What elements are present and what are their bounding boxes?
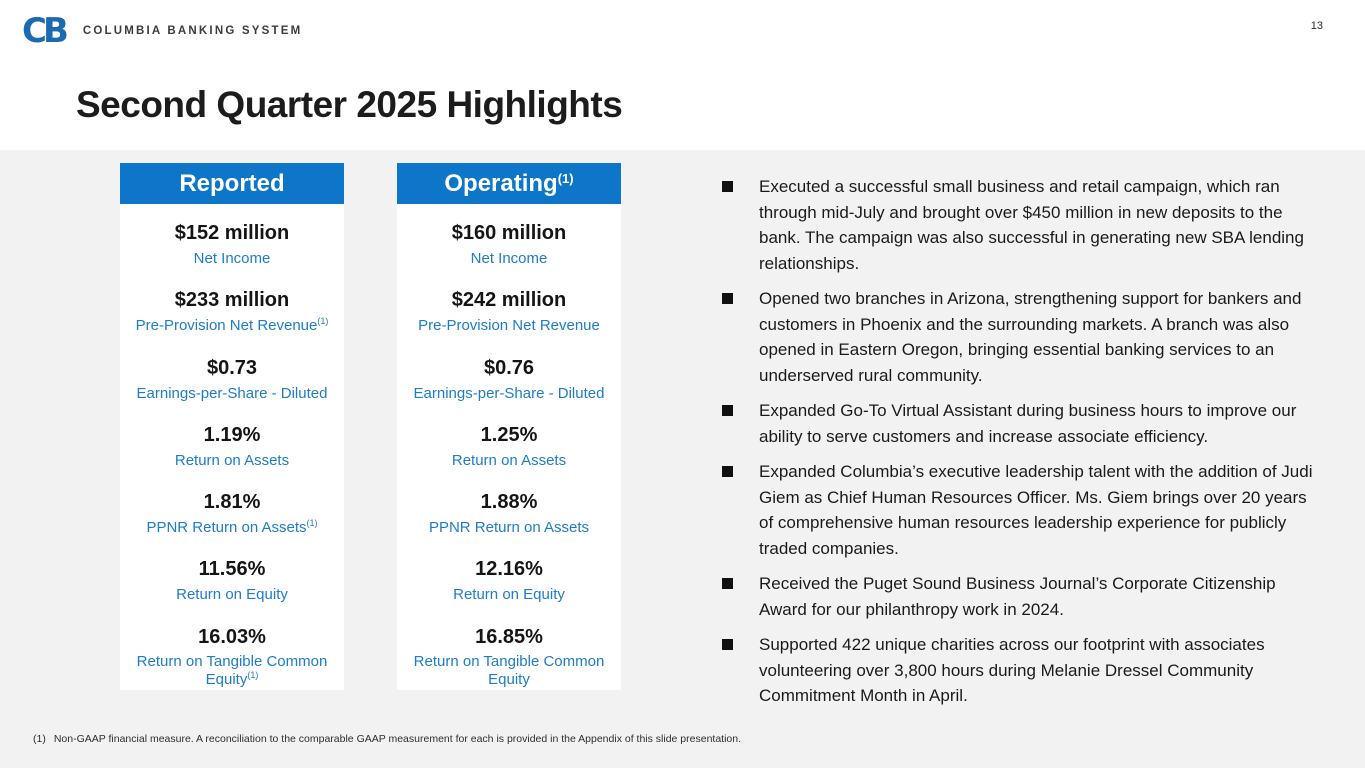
metric-label-text: Return on Assets — [451, 451, 567, 469]
metric-roe — [128, 556, 336, 603]
operating-header-footnote-ref: (1) — [557, 171, 574, 186]
metric-value: $0.73 — [206, 356, 258, 379]
square-bullet-icon — [722, 578, 733, 589]
square-bullet-icon — [722, 181, 733, 192]
bullet-text: Expanded Columbia’s executive leadership talent with the addition of Judi Giem as Chief Human Resources Officer. Ms. Giem brings over 20 years of comprehensive human resources leadership experience for publicly traded companies. — [759, 462, 1313, 558]
metric-rotce — [405, 624, 613, 689]
reported-card-header — [120, 163, 344, 204]
metric-label — [405, 653, 613, 689]
square-bullet-icon — [722, 405, 733, 416]
metric-label-text: Earnings-per-Share - Diluted — [413, 384, 605, 402]
bullet-text: Supported 422 unique charities across our footprint with associates volunteering over 3,800 hours during Melanie Dressel Community Commitment Month in April. — [759, 635, 1265, 705]
metric-value: 1.88% — [480, 491, 538, 513]
metric-value: 1.19% — [203, 423, 261, 446]
square-bullet-icon — [722, 639, 733, 650]
metric-roa — [405, 422, 613, 469]
metric-label-text: Net Income — [470, 250, 548, 267]
metric-label — [405, 451, 613, 469]
page-number: 13 — [1310, 20, 1323, 32]
bullet-text: Expanded Go-To Virtual Assistant during business hours to improve our ability to serve customers and increase associate efficiency. — [759, 401, 1297, 446]
list-item — [722, 398, 1322, 449]
metric-label-text: Pre-Provision Net Revenue — [135, 317, 318, 335]
footnote — [33, 733, 741, 745]
metric-label — [128, 249, 336, 267]
metric-eps — [405, 355, 613, 402]
metric-value: 1.81% — [203, 491, 261, 513]
metric-label-text: Pre-Provision Net Revenue — [418, 317, 600, 335]
square-bullet-icon — [722, 293, 733, 304]
metric-label-text: Earnings-per-Share - Diluted — [136, 384, 328, 402]
metric-label — [405, 518, 613, 536]
metric-label-text: Return on Equity — [176, 586, 288, 604]
footnote-ref: (1) — [306, 518, 318, 528]
footnote-marker: (1) — [33, 733, 46, 745]
metric-label — [405, 249, 613, 267]
bullet-text: Received the Puget Sound Business Journal’s Corporate Citizenship Award for our philanthropy work in 2024. — [759, 574, 1276, 619]
reported-card — [120, 163, 344, 690]
metric-rotce — [128, 624, 336, 689]
reported-card-body — [120, 204, 344, 710]
bullet-text: Executed a successful small business and retail campaign, which ran through mid-July and brought over $450 million in new deposits to the bank. The campaign was also successful in generating new SBA lending relationships. — [759, 177, 1304, 273]
metric-label — [128, 384, 336, 402]
operating-card — [397, 163, 621, 690]
page-title: Second Quarter 2025 Highlights — [76, 84, 623, 125]
metric-label-text: PPNR Return on Assets — [428, 519, 590, 536]
metric-eps — [128, 355, 336, 402]
metric-ppnr — [128, 287, 336, 334]
metric-label — [405, 316, 613, 334]
square-bullet-icon — [722, 466, 733, 477]
top-band — [0, 0, 1365, 150]
operating-card-header — [397, 163, 621, 204]
bullet-text: Opened two branches in Arizona, strengthening support for bankers and customers in Phoenix and the surrounding markets. A branch was also opened in Eastern Oregon, bringing essential banking services to an underserved rural community. — [759, 289, 1302, 385]
list-item — [722, 571, 1322, 622]
metric-value: 16.03% — [198, 625, 266, 648]
metric-label-text: PPNR Return on Assets — [146, 519, 307, 536]
metric-label-text: Return on Assets — [174, 451, 290, 469]
company-logo — [22, 11, 303, 51]
metric-label — [128, 451, 336, 469]
reported-header-label: Reported — [179, 169, 285, 197]
metric-value: 16.85% — [475, 625, 543, 648]
metric-value: 11.56% — [198, 558, 266, 581]
company-name: COLUMBIA BANKING SYSTEM — [82, 25, 303, 37]
metric-roe — [405, 556, 613, 603]
metric-label — [128, 518, 336, 536]
metric-value: $242 million — [451, 289, 567, 312]
footnote-ref: (1) — [317, 316, 329, 327]
highlights-list — [722, 174, 1322, 719]
metric-label — [128, 585, 336, 603]
metric-value: 12.16% — [475, 558, 543, 581]
list-item — [722, 174, 1322, 276]
metric-label-text: Net Income — [193, 250, 271, 267]
footnote-ref: (1) — [247, 669, 259, 680]
metric-value: $233 million — [174, 289, 290, 312]
metric-net-income — [128, 220, 336, 267]
metric-label-text: Return on Tangible Common Equity — [413, 652, 605, 688]
metric-value: $160 million — [451, 222, 567, 244]
metric-label — [405, 384, 613, 402]
metric-roa — [128, 422, 336, 469]
metric-label — [128, 653, 336, 689]
metric-net-income — [405, 220, 613, 267]
footnote-text: Non-GAAP financial measure. A reconciliation to the comparable GAAP measurement for each is provided in the Appendix of this slide presentation. — [53, 733, 742, 745]
metric-label-text: Return on Tangible Common Equity — [136, 652, 328, 688]
metric-ppnr-roa — [128, 489, 336, 536]
cb-monogram-icon: CB — [22, 11, 65, 51]
operating-header-label: Operating — [444, 169, 558, 197]
metric-value: $0.76 — [483, 356, 535, 379]
metric-label-text: Return on Equity — [453, 586, 565, 604]
list-item — [722, 632, 1322, 709]
list-item — [722, 286, 1322, 388]
metric-ppnr-roa — [405, 489, 613, 536]
list-item — [722, 459, 1322, 561]
metric-value: 1.25% — [480, 423, 538, 446]
content-panel — [0, 150, 1365, 768]
metric-label — [128, 316, 336, 334]
metric-label — [405, 585, 613, 603]
operating-card-body — [397, 204, 621, 710]
metric-ppnr — [405, 287, 613, 334]
metric-value: $152 million — [174, 222, 290, 244]
